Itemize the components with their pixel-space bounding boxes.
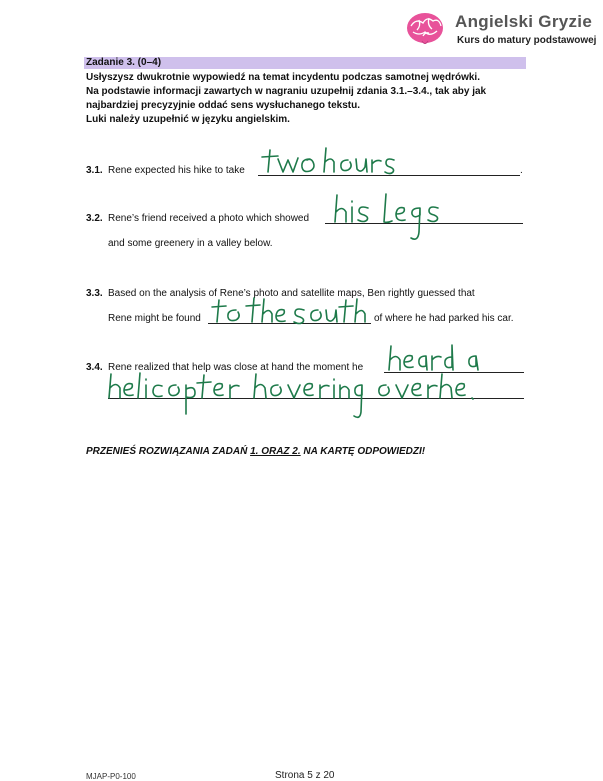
transfer-answers-note — [86, 446, 425, 457]
question-3-3-line1: Based on the analysis of Rene’s photo and satellite maps, Ben rightly guessed that — [108, 288, 475, 299]
transfer-note-after: NA KARTĘ ODPOWIEDZI! — [300, 446, 426, 457]
instruction-line-1: Usłyszysz dwukrotnie wypowiedź na temat incydentu podczas samotnej wędrówki. — [86, 72, 480, 83]
question-3-1-end: . — [520, 165, 523, 176]
task-title: Zadanie 3. (0–4) — [84, 57, 526, 69]
brain-icon — [405, 10, 445, 48]
handwritten-answer-3-4-line2 — [106, 372, 476, 420]
transfer-note-tasks: 1. ORAZ 2. — [250, 446, 301, 457]
page-number: Strona 5 z 20 — [275, 770, 335, 781]
question-3-2-line2: and some greenery in a valley below. — [108, 238, 273, 249]
handwritten-answer-3-1 — [262, 144, 402, 180]
instruction-line-3: najbardziej precyzyjnie oddać sens wysłuchanego tekstu. — [86, 100, 360, 111]
instruction-line-4: Luki należy uzupełnić w języku angielskim. — [86, 114, 290, 125]
question-3-1-text: Rene expected his hike to take — [108, 165, 245, 176]
handwritten-answer-3-2 — [332, 192, 447, 247]
question-number-3-4: 3.4. — [86, 362, 103, 373]
question-3-2-text: Rene’s friend received a photo which showed — [108, 213, 310, 224]
question-number-3-2: 3.2. — [86, 213, 103, 224]
question-3-4-text: Rene realized that help was close at hand the moment he — [108, 362, 364, 373]
question-3-3-end: of where he had parked his car. — [374, 313, 514, 324]
question-number-3-3: 3.3. — [86, 288, 103, 299]
question-3-3-text: Rene might be found — [108, 313, 201, 324]
instruction-line-2: Na podstawie informacji zawartych w nagraniu uzupełnij zdania 3.1.–3.4., tak aby jak — [86, 86, 487, 97]
handwritten-answer-3-3 — [212, 296, 372, 328]
brand-logo — [405, 8, 595, 52]
exam-code: MJAP-P0-100 — [86, 772, 136, 781]
brand-name: Angielski Gryzie — [455, 12, 593, 31]
question-number-3-1: 3.1. — [86, 165, 103, 176]
brand-subtitle: Kurs do matury podstawowej — [457, 35, 597, 46]
transfer-note-before: PRZENIEŚ ROZWIĄZANIA ZADAŃ — [86, 446, 251, 457]
